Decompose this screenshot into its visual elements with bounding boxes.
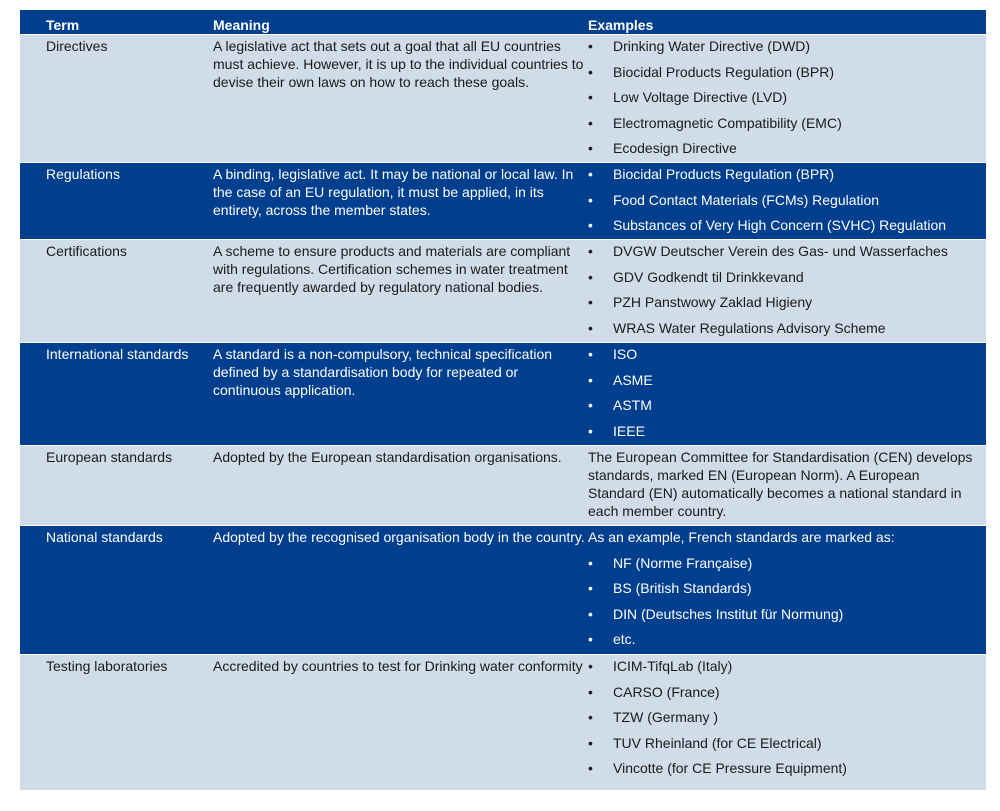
table-body [20, 35, 986, 791]
examples-cell [588, 448, 980, 520]
bullet-icon: • [588, 140, 593, 157]
example-text: IEEE [613, 422, 645, 439]
example-text: ICIM-TifqLab (Italy) [613, 658, 733, 674]
list-item [588, 579, 980, 605]
table-header-row [20, 10, 986, 35]
term-cell: International standards [46, 346, 189, 362]
meaning-cell: Accredited by countries to test for Drinking water conformity [213, 658, 583, 674]
bullet-icon: • [588, 38, 593, 54]
example-text: Food Contact Materials (FCMs) Regulation [613, 191, 880, 208]
example-text: Ecodesign Directive [613, 140, 737, 157]
examples-list [588, 165, 980, 242]
list-item [588, 319, 980, 345]
example-text: Biocidal Products Regulation (BPR) [613, 166, 834, 182]
example-text: PZH Panstwowy Zaklad Higieny [613, 294, 813, 311]
example-text: Biocidal Products Regulation (BPR) [613, 63, 834, 80]
meaning-cell: A binding, legislative act. It may be national or local law. In the case of an EU regulation, it must be applied, in its entirety, across the member states. [213, 166, 574, 218]
list-item [588, 371, 980, 397]
list-item [588, 216, 980, 242]
header-examples: Examples [588, 17, 654, 33]
table-row [20, 163, 986, 240]
list-item [588, 708, 980, 734]
bullet-icon: • [588, 397, 593, 414]
table-row [20, 526, 986, 655]
example-text: TZW (Germany ) [613, 709, 718, 726]
list-item [588, 554, 980, 580]
list-item [588, 37, 980, 63]
bullet-icon: • [588, 631, 593, 648]
bullet-icon: • [588, 580, 593, 597]
list-item [588, 396, 980, 422]
examples-cell [588, 242, 980, 344]
bullet-icon: • [588, 294, 593, 311]
bullet-icon: • [588, 114, 593, 131]
bullet-icon: • [588, 709, 593, 726]
examples-list [588, 37, 980, 165]
term-cell: Certifications [46, 243, 127, 259]
bullet-icon: • [588, 554, 593, 571]
example-text: etc. [613, 631, 636, 648]
example-text: WRAS Water Regulations Advisory Scheme [613, 319, 886, 336]
bullet-icon: • [588, 422, 593, 439]
list-item [588, 734, 980, 760]
examples-intro: The European Committee for Standardisation (CEN) develops standards, marked EN (European Norm). A European Standard (EN) automatically becomes a national standard in each member country. [588, 449, 973, 519]
meaning-cell: A standard is a non-compulsory, technical specification defined by a standardisation body for repeated or continuous application. [213, 346, 553, 398]
example-text: BS (British Standards) [613, 580, 752, 597]
bullet-icon: • [588, 63, 593, 80]
examples-list [588, 345, 980, 447]
term-cell: National standards [46, 529, 163, 545]
bullet-icon: • [588, 268, 593, 285]
example-text: ASME [613, 371, 653, 388]
examples-list [588, 554, 980, 656]
list-item [588, 422, 980, 448]
term-cell: European standards [46, 449, 173, 465]
table-row [20, 655, 986, 791]
example-text: TUV Rheinland (for CE Electrical) [613, 734, 822, 751]
regulations-table [20, 10, 986, 791]
list-item [588, 293, 980, 319]
term-cell: Directives [46, 38, 108, 54]
examples-list [588, 242, 980, 344]
examples-cell [588, 165, 980, 242]
example-text: Vincotte (for CE Pressure Equipment) [613, 760, 847, 777]
example-text: Electromagnetic Compatibility (EMC) [613, 114, 842, 131]
example-text: GDV Godkendt til Drinkkevand [613, 268, 804, 285]
example-text: CARSO (France) [613, 683, 720, 700]
bullet-icon: • [588, 346, 593, 362]
list-item [588, 657, 980, 683]
examples-cell [588, 528, 980, 656]
list-item [588, 63, 980, 89]
list-item [588, 759, 980, 785]
list-item [588, 345, 980, 371]
list-item [588, 683, 980, 709]
bullet-icon: • [588, 89, 593, 106]
bullet-icon: • [588, 243, 593, 259]
example-text: DIN (Deutsches Institut für Normung) [613, 605, 844, 622]
list-item [588, 268, 980, 294]
bullet-icon: • [588, 734, 593, 751]
term-cell: Regulations [46, 166, 120, 182]
examples-cell [588, 345, 980, 447]
list-item [588, 114, 980, 140]
list-item [588, 242, 980, 268]
meaning-cell: Adopted by the European standardisation organisations. [213, 449, 562, 465]
bullet-icon: • [588, 319, 593, 336]
examples-cell [588, 657, 980, 785]
example-text: Substances of Very High Concern (SVHC) Regulation [613, 217, 947, 234]
header-meaning: Meaning [213, 17, 270, 33]
table-row [20, 240, 986, 343]
bullet-icon: • [588, 166, 593, 182]
bullet-icon: • [588, 605, 593, 622]
bullet-icon: • [588, 658, 593, 674]
meaning-cell: A scheme to ensure products and materials are compliant with regulations. Certification schemes in water treatment are frequently awarded by regulatory national bodies. [213, 243, 571, 295]
example-text: DVGW Deutscher Verein des Gas- und Wasserfaches [613, 243, 948, 259]
list-item [588, 165, 980, 191]
table-row [20, 446, 986, 526]
bullet-icon: • [588, 191, 593, 208]
meaning-cell: A legislative act that sets out a goal that all EU countries must achieve. However, it is up to the individual countries to devise their own laws on how to reach these goals. [213, 38, 584, 90]
example-text: Low Voltage Directive (LVD) [613, 89, 788, 106]
table-row [20, 343, 986, 446]
examples-list [588, 657, 980, 785]
list-item [588, 139, 980, 165]
bullet-icon: • [588, 371, 593, 388]
example-text: Drinking Water Directive (DWD) [613, 38, 811, 54]
list-item [588, 191, 980, 217]
meaning-cell: Adopted by the recognised organisation body in the country. [213, 529, 585, 545]
example-text: NF (Norme Française) [613, 554, 753, 571]
table-row [20, 35, 986, 163]
examples-intro: As an example, French standards are marked as: [588, 529, 895, 545]
header-term: Term [46, 17, 80, 33]
list-item [588, 630, 980, 656]
term-cell: Testing laboratories [46, 658, 168, 674]
bullet-icon: • [588, 217, 593, 234]
example-text: ISO [613, 346, 638, 362]
examples-cell [588, 37, 980, 165]
list-item [588, 605, 980, 631]
example-text: ASTM [613, 397, 652, 414]
bullet-icon: • [588, 760, 593, 777]
bullet-icon: • [588, 683, 593, 700]
list-item [588, 88, 980, 114]
